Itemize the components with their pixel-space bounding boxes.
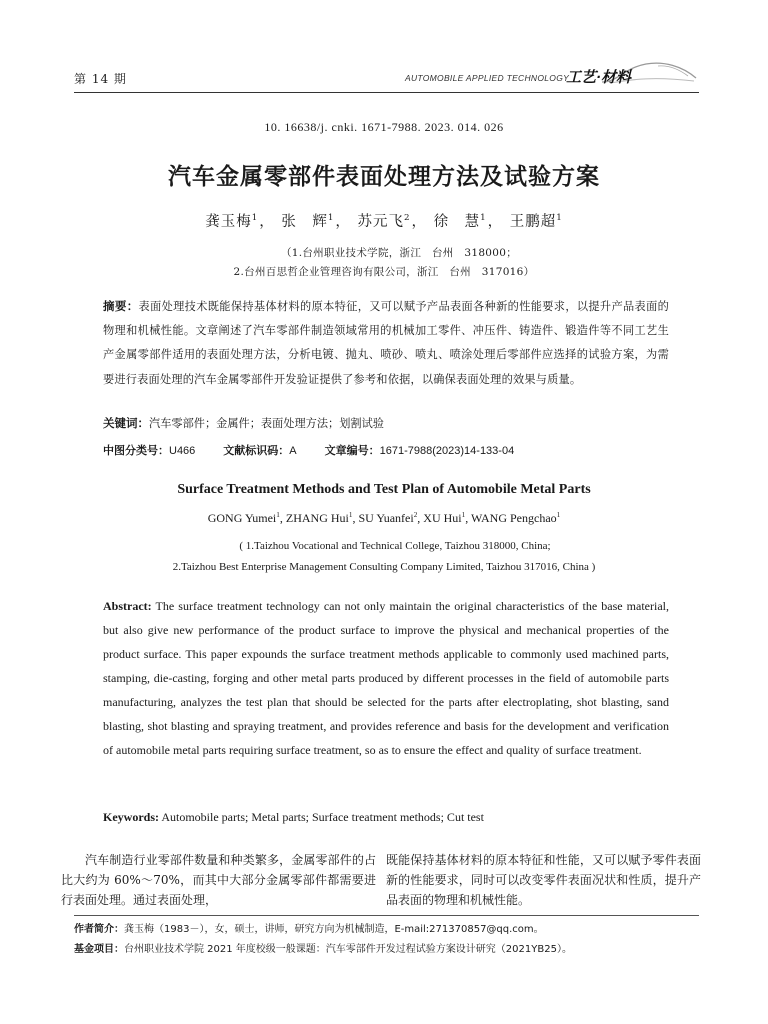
keywords-cn-text: 汽车零部件；金属件；表面处理方法；划割试验	[149, 417, 384, 430]
abstract-en-label: Abstract:	[103, 599, 152, 613]
abstract-en-text: The surface treatment technology can not only maintain the original characteristics of the base material, but also give new performance of the product surface to improve the physical and mechanical properties of the product surface. This paper expounds the surface treatment methods applicable to commonly used machined parts, stamping, die-casting, forging and other metal parts produced by different processes in the field of automobile parts manufacturing, analyzes the test plan that should be selected for the parts after electroplating, shot blasting, sand blasting, shot blasting and spraying treatment, and provides reference and basis for the development and verification of automobile metal parts requiring surface treatment, so as to ensure the effect and quality of surface treatment.	[103, 599, 669, 757]
journal-section-cn: 工艺·材料	[566, 69, 631, 86]
author-cn: 张 辉$^1$	[281, 213, 335, 230]
affiliation-cn-1: （1.台州职业技术学院，浙江 台州 318000；	[280, 247, 518, 259]
author-en: ZHANG Hui$^1$	[285, 511, 353, 525]
article-number-label: 文章编号：	[324, 444, 380, 457]
body-column-left: 汽车制造行业零部件数量和种类繁多，金属零部件的占比大约为 60%～70%，而其中大部分金属零部件都需要进行表面处理。通过表面处理，	[61, 853, 376, 907]
affiliation-en-2: 2.Taizhou Best Enterprise Management Consulting Company Limited, Taizhou 317016, China )	[172, 561, 596, 573]
footnote-author	[74, 920, 544, 935]
classification-line	[103, 442, 514, 458]
doc-code-value: A	[289, 445, 297, 457]
footnote-author-label: 作者简介：	[74, 924, 124, 935]
author-en: SU Yuanfei$^2$	[358, 511, 418, 525]
title-en: Surface Treatment Methods and Test Plan of Automobile Metal Parts	[177, 482, 591, 497]
footnote-fund	[74, 940, 572, 955]
author-en: WANG Pengchao$^1$	[471, 511, 561, 525]
affiliation-en-1: ( 1.Taizhou Vocational and Technical College, Taizhou 318000, China;	[239, 540, 551, 552]
keywords-cn	[103, 415, 384, 431]
journal-name-en: AUTOMOBILE APPLIED TECHNOLOGY	[405, 73, 570, 83]
authors-en: GONG Yumei$^1$, ZHANG Hui$^1$, SU Yuanfei$^2$, XU Hui$^1$, WANG Pengchao$^1$	[207, 511, 561, 525]
doi: 10. 16638/j. cnki. 1671-7988. 2023. 014. 026	[264, 120, 504, 134]
header-rule	[74, 92, 699, 93]
footnote-author-text: 龚玉梅（1983－），女，硕士，讲师，研究方向为机械制造，E-mail:271370857@qq.com。	[124, 924, 544, 935]
doc-code-label: 文献标识码：	[223, 444, 290, 457]
footnote-fund-text: 台州职业技术学院 2021 年度校级一般课题：汽车零部件开发过程试验方案设计研究（2021YB25）。	[124, 944, 572, 955]
author-en: GONG Yumei$^1$	[207, 511, 280, 525]
footnote-fund-label: 基金项目：	[74, 944, 124, 955]
keywords-en-text: Automobile parts; Metal parts; Surface treatment methods; Cut test	[161, 810, 484, 824]
abstract-cn	[103, 294, 669, 392]
keywords-en	[103, 810, 484, 825]
author-cn: 苏元飞$^2$	[357, 213, 411, 230]
author-cn: 徐 慧$^1$	[433, 213, 487, 230]
clc-label: 中图分类号：	[103, 444, 169, 457]
body-column-right: 既能保持基体材料的原本特征和性能，又可以赋予零件表面新的性能要求，同时可以改变零件表面况状和性质，提升产品表面的物理和机械性能。	[386, 853, 701, 907]
author-cn: 龚玉梅$^1$	[205, 213, 259, 230]
issue-number: 第 14 期	[74, 72, 127, 86]
clc-value: U466	[169, 445, 196, 457]
authors-cn: 龚玉梅$^1$， 张 辉$^1$， 苏元飞$^2$， 徐 慧$^1$， 王鹏超$^1$	[205, 213, 563, 230]
abstract-cn-label: 摘要：	[103, 299, 139, 313]
abstract-en	[103, 594, 669, 762]
abstract-cn-text: 表面处理技术既能保持基体材料的原本特征，又可以赋予产品表面各种新的性能要求，以提升产品表面的物理和机械性能。文章阐述了汽车零部件制造领域常用的机械加工零件、冲压件、铸造件、锻造件等不同工艺生产金属零部件适用的表面处理方法，分析电镀、抛丸、喷砂、喷丸、喷涂处理后零部件应选择的试验方案，为需要进行表面处理的汽车金属零部件开发验证提供了参考和依据，以确保表面处理的效果与质量。	[103, 300, 669, 386]
article-number-value: 1671-7988(2023)14-133-04	[379, 445, 515, 457]
keywords-cn-label: 关键词：	[103, 416, 149, 430]
footnote-rule	[74, 915, 699, 916]
author-cn: 王鹏超$^1$	[509, 213, 563, 230]
title-cn: 汽车金属零部件表面处理方法及试验方案	[168, 164, 600, 190]
keywords-en-label: Keywords:	[103, 810, 159, 824]
affiliation-cn-2: 2.台州百思哲企业管理咨询有限公司，浙江 台州 317016）	[233, 266, 535, 278]
author-en: XU Hui$^1$	[423, 511, 466, 525]
